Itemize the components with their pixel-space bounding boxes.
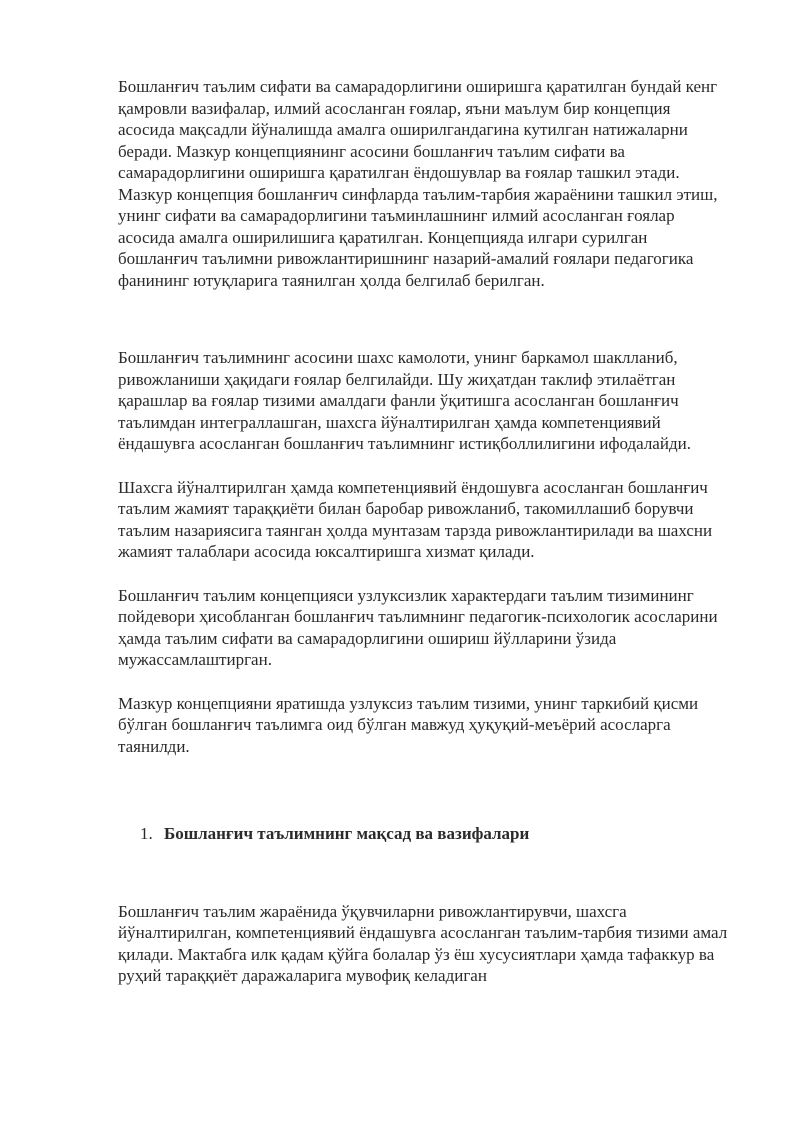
paragraph: Шахсга йўналтирилган ҳамда компетенциявий ёндошувга асосланган бошланғич таълим жамият тараққиёти билан баробар ривожланиб, такомиллашиб борувчи таълим назариясига таянган ҳолда мунтазам тарзда ривожлантирилади ва шахсни жамият талаблари асосида юксалтиришга хизмат қилади. bbox=[118, 477, 713, 561]
blank-space bbox=[118, 845, 730, 901]
section-heading bbox=[118, 823, 730, 845]
paragraph: Мазкур концепцияни яратишда узлуксиз таълим тизими, унинг таркибий қисми бўлган бошланғич таълимга оид бўлган мавжуд ҳуқуқий-меъёрий асосларга таянилди. bbox=[118, 693, 699, 756]
blank-space bbox=[118, 291, 730, 347]
paragraph: Бошланғич таълимнинг асосини шахс камолоти, унинг баркамол шаклланиб, ривожланиши ҳақидаги ғоялар белгилайди. Шу жиҳатдан таклиф этилаётган қарашлар ва ғоялар тизими амалдаги фанли ўқитишга асосланган бошланғич таълимдан интеграллашган, шахсга йўналтирилган ҳамда компетенциявий ёндашувга асосланган бошланғич таълимнинг истиқболлилигини ифодалайди. bbox=[118, 348, 691, 453]
paragraph: Бошланғич таълим жараёнида ўқувчиларни ривожлантирувчи, шахсга йўналтирилган, компетенциявий ёндашувга асосланган таълим-тарбия тизими амал қилади. Мактабга илк қадам қўйга болалар ўз ёш хусусиятлари ҳамда тафаккур ва руҳий тараққиёт даражаларига мувофиқ келадиган bbox=[118, 901, 728, 985]
section-number: 1. bbox=[140, 824, 153, 843]
document-body bbox=[118, 76, 730, 1009]
section-title: Бошланғич таълимнинг мақсад ва вазифалари bbox=[164, 824, 530, 843]
paragraph: Бошланғич таълим концепцияси узлуксизлик характердаги таълим тизимининг пойдевори ҳисобланган бошланғич таълимнинг педагогик-психологик асосларини ҳамда таълим сифати ва самарадорлигини ошириш йўлларини ўзида мужассамлаштирган. bbox=[118, 585, 718, 669]
blank-space bbox=[118, 779, 730, 823]
paragraph: Бошланғич таълим сифати ва самарадорлигини оширишга қаратилган бундай кенг қамровли вазифалар, илмий асосланган ғоялар, яъни маълум бир концепция асосида мақсадли йўналишда амалга оширилгандагина кутилган натижаларни беради. Мазкур концепциянинг асосини бошланғич таълим сифати ва самарадорлигини оширишга қаратилган ёндошувлар ва ғоялар ташкил этади. Мазкур концепция бошланғич синфларда таълим-тарбия жараёнини ташкил этиш, унинг сифати ва самарадорлигини таъминлашнинг илмий асосланган ғоялар асосида амалга оширилишига қаратилган. Концепцияда илгари сурилган бошланғич таълимни ривожлантиришнинг назарий-амалий ғоялари педагогика фанининг ютуқларига таянилган ҳолда белгилаб берилган. bbox=[118, 77, 718, 290]
